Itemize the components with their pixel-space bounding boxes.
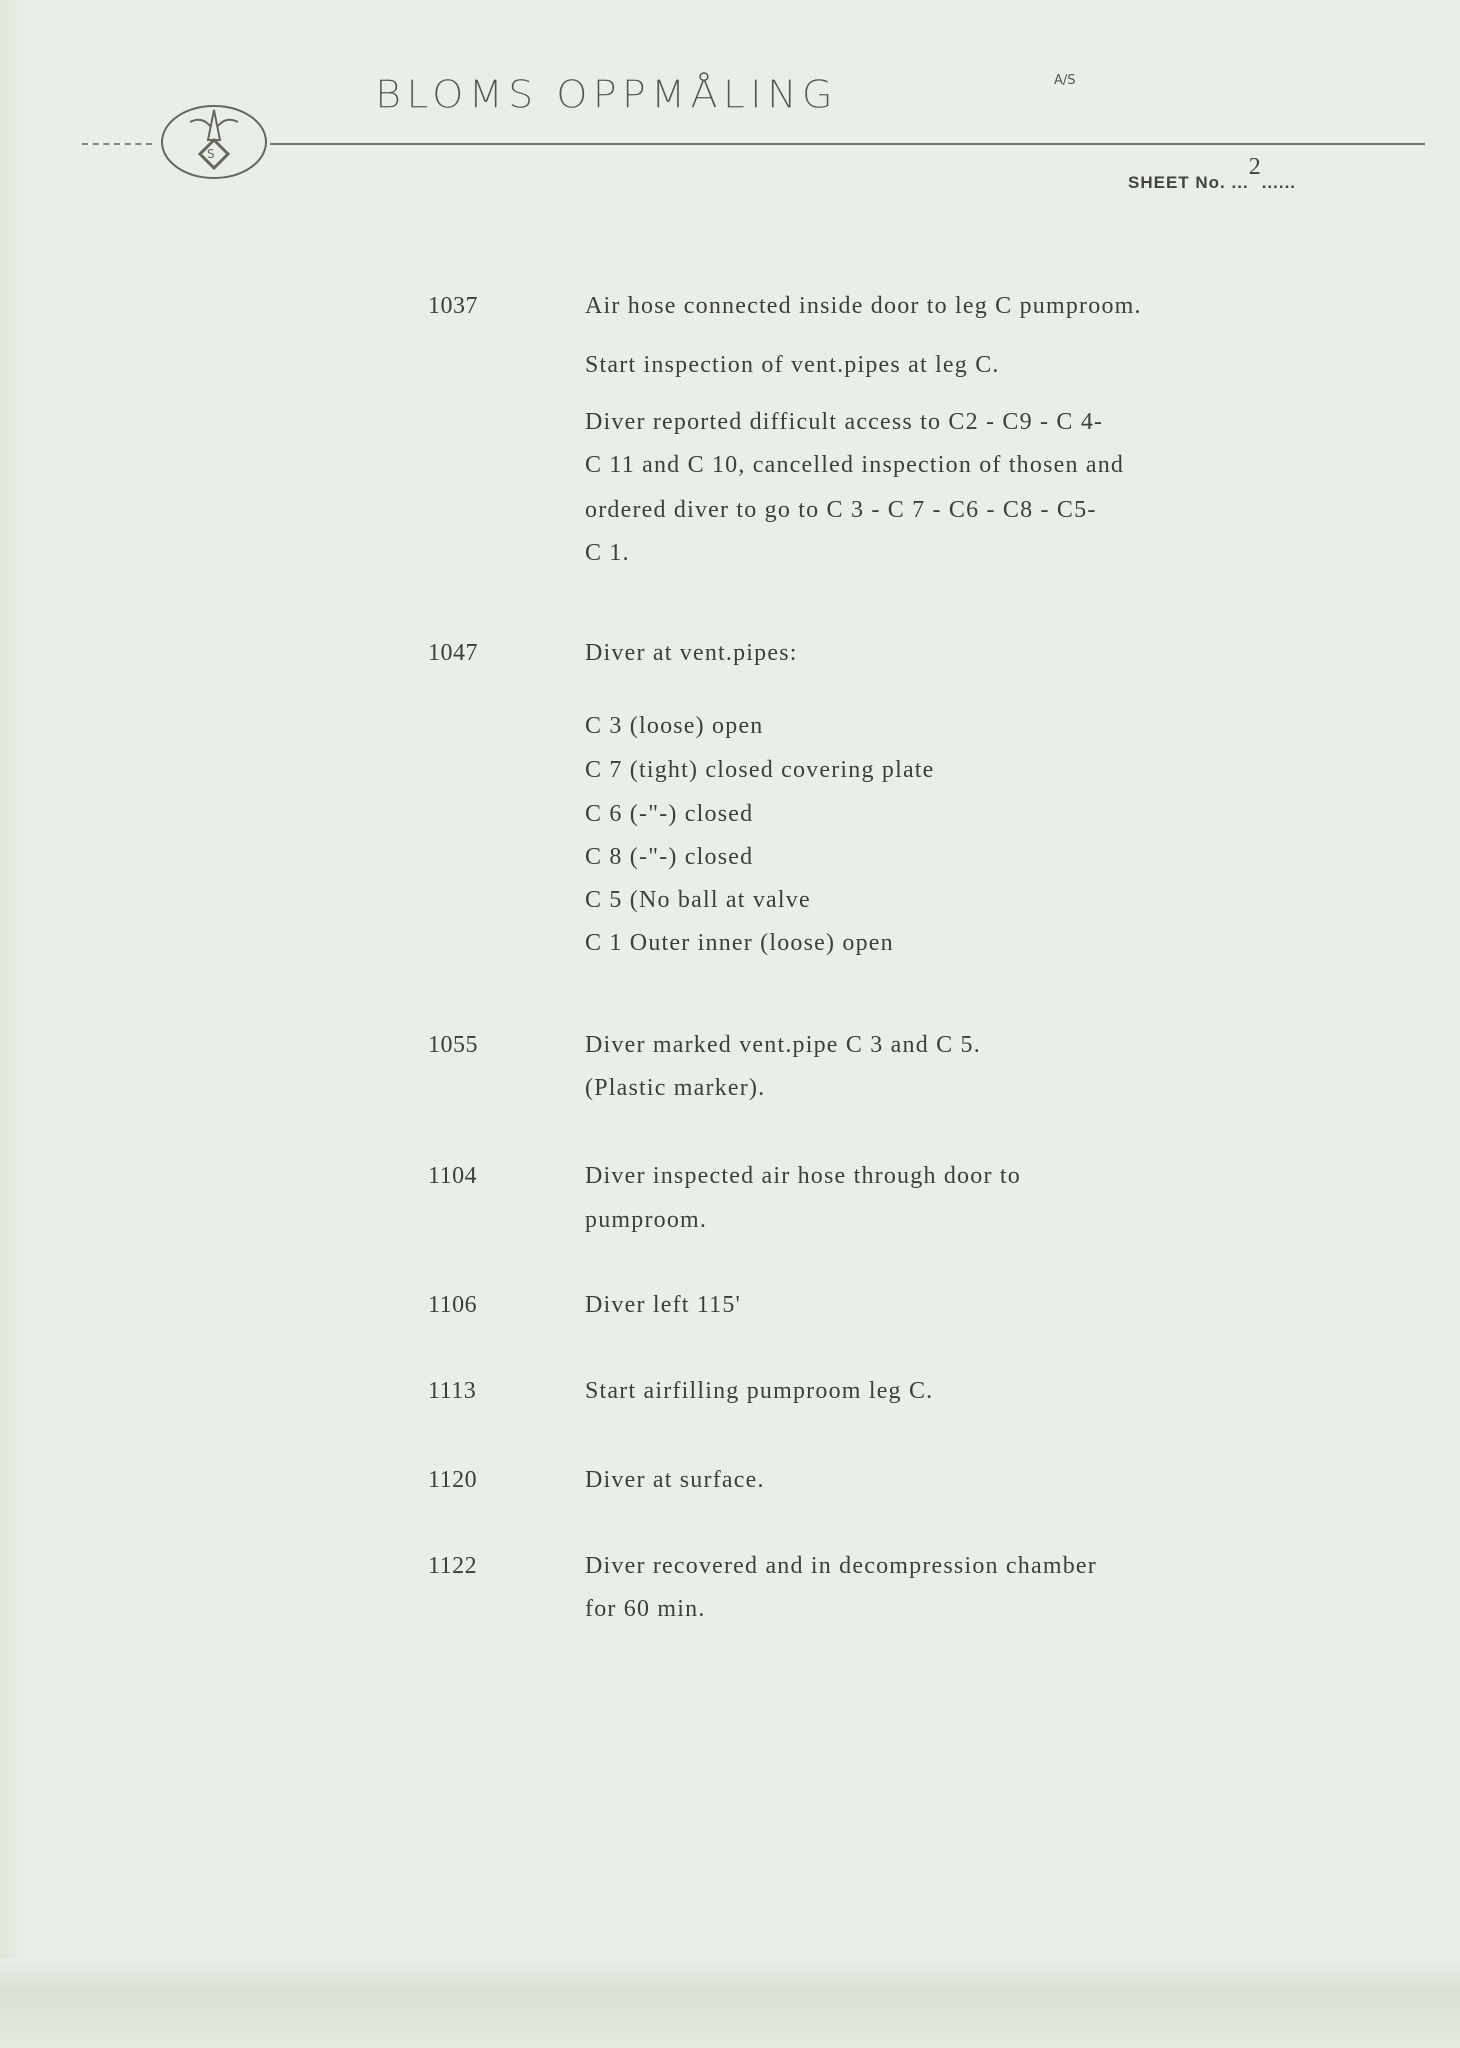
entry-line: Diver reported difficult access to C2 - C9 - C 4-	[585, 409, 1104, 435]
company-logo-icon	[160, 100, 268, 180]
entry-time: 1122	[428, 1553, 478, 1579]
svg-text:S: S	[207, 147, 215, 161]
entry-line: Diver marked vent.pipe C 3 and C 5.	[585, 1032, 981, 1058]
page-edge-shadow	[0, 0, 30, 2048]
entry-line: Diver at vent.pipes:	[585, 640, 798, 666]
entry-line: C 1.	[585, 540, 630, 566]
entry-time: 1106	[428, 1292, 478, 1318]
company-name: BLOMS OPPMÅLING	[375, 73, 838, 117]
entry-line: Start airfilling pumproom leg C.	[585, 1378, 934, 1404]
header-rule	[270, 143, 1425, 145]
entry-line: C 11 and C 10, cancelled inspection of thosen and	[585, 452, 1125, 478]
entry-line: C 5 (No ball at valve	[585, 887, 811, 913]
entry-time: 1113	[428, 1378, 477, 1404]
sheet-dots: ......	[1261, 173, 1297, 192]
header-rule-left	[82, 143, 152, 146]
entry-time: 1037	[428, 293, 478, 319]
entry-line: Diver inspected air hose through door to	[585, 1163, 1021, 1189]
entry-time: 1047	[428, 640, 478, 666]
entry-line: C 7 (tight) closed covering plate	[585, 757, 935, 783]
entry-line: Start inspection of vent.pipes at leg C.	[585, 352, 1000, 378]
page-bottom-shadow	[0, 1958, 1460, 2048]
entry-line: (Plastic marker).	[585, 1075, 766, 1101]
company-suffix: A/S	[1054, 73, 1076, 88]
entry-line: for 60 min.	[585, 1596, 706, 1622]
entry-time: 1120	[428, 1467, 478, 1493]
sheet-label: SHEET No. ...	[1128, 173, 1249, 192]
entry-line: Air hose connected inside door to leg C pumproom.	[585, 293, 1142, 319]
entry-line: C 3 (loose) open	[585, 713, 764, 739]
entry-line: ordered diver to go to C 3 - C 7 - C6 - C8 - C5-	[585, 497, 1097, 523]
entry-line: Diver at surface.	[585, 1467, 765, 1493]
entry-line: pumproom.	[585, 1207, 708, 1233]
sheet-number	[1128, 154, 1297, 195]
entry-line: C 8 (-"-) closed	[585, 844, 754, 870]
entry-line: C 6 (-"-) closed	[585, 801, 754, 827]
entry-time: 1055	[428, 1032, 478, 1058]
entry-time: 1104	[428, 1163, 478, 1189]
sheet-number-value: 2	[1248, 154, 1262, 180]
entry-line: Diver left 115'	[585, 1292, 742, 1318]
entry-line: Diver recovered and in decompression chamber	[585, 1553, 1097, 1579]
entry-line: C 1 Outer inner (loose) open	[585, 930, 894, 956]
